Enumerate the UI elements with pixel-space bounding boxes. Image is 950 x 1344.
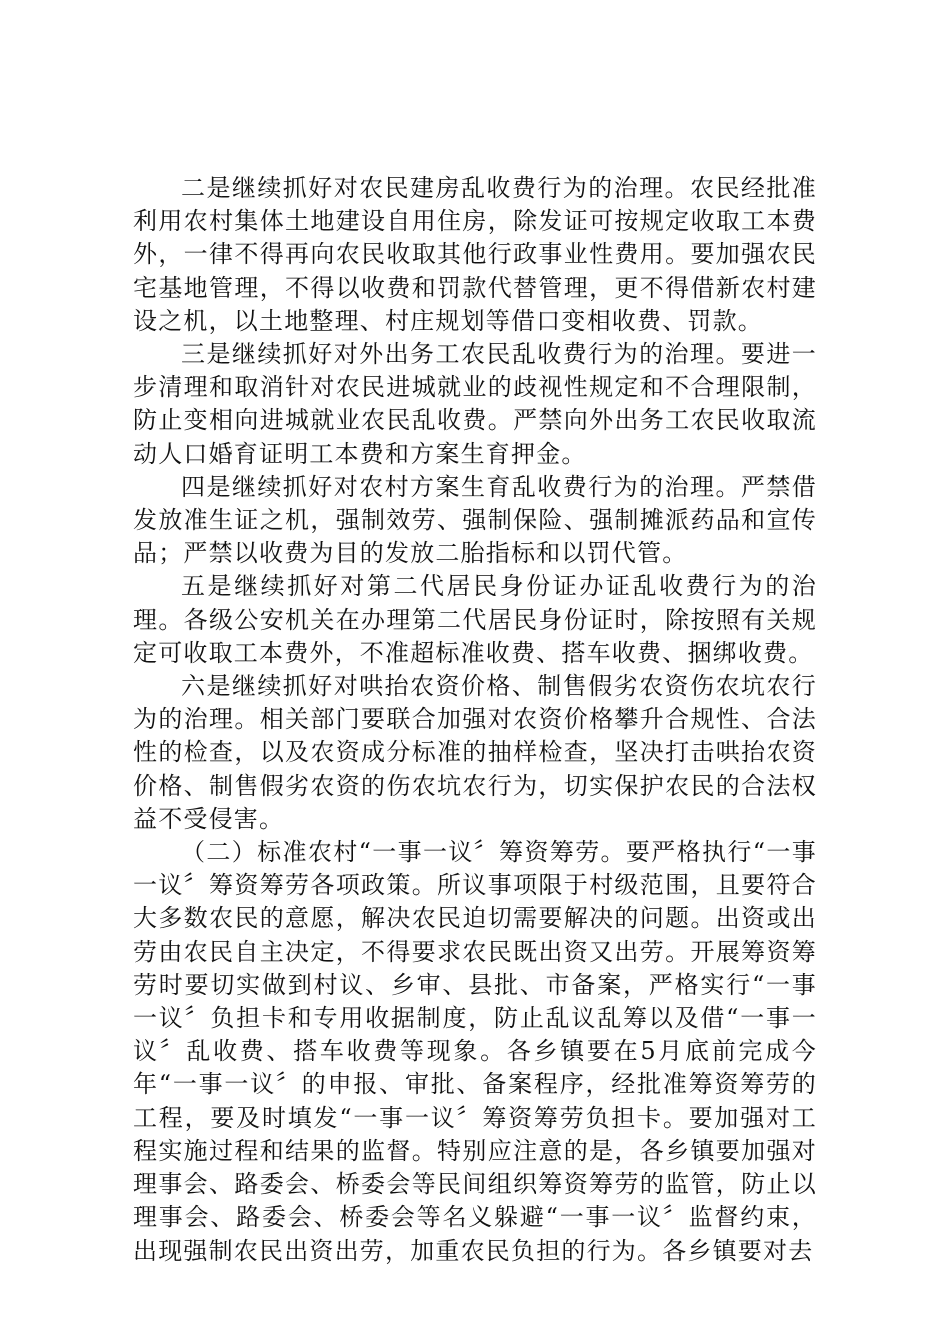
- paragraph-one-matter-one-discussion: （二）标准农村“一事一议〞筹资筹劳。要严格执行“一事一议〞筹资筹劳各项政策。所议事项限于村级范围，且要符合大多数农民的意愿，解决农民迫切需要解决的问题。出资或出劳由农民自主决定，不得要求农民既出资又出劳。开展筹资筹劳时要切实做到村议、乡审、县批、市备案，严格实行“一事一议〞负担卡和专用收据制度，防止乱议乱筹以及借“一事一议〞乱收费、搭车收费等现象。各乡镇要在5月底前完成今年“一事一议〞的申报、审批、备案程序，经批准筹资筹劳的工程，要及时填发“一事一议〞筹资筹劳负担卡。要加强对工程实施过程和结果的监督。特别应注意的是，各乡镇要加强对理事会、路委会、桥委会等民间组织筹资筹劳的监管，防止以理事会、路委会、桥委会等名义躲避“一事一议〞监督约束，出现强制农民出资出劳，加重农民负担的行为。各乡镇要对去: [133, 838, 817, 1265]
- paragraph-id-card-fees: 五是继续抓好对第二代居民身份证办证乱收费行为的治理。各级公安机关在办理第二代居民身份证时，除按照有关规定可收取工本费外，不准超标准收费、搭车收费、捆绑收费。: [133, 572, 817, 667]
- document-body: [133, 172, 817, 1268]
- paragraph-family-planning-fees: 四是继续抓好对农村方案生育乱收费行为的治理。严禁借发放准生证之机，强制效劳、强制保险、强制摊派药品和宣传品；严禁以收费为目的发放二胎指标和以罚代管。: [133, 472, 817, 568]
- paragraph-farmer-housing-fees: 二是继续抓好对农民建房乱收费行为的治理。农民经批准利用农村集体土地建设自用住房，除发证可按规定收取工本费外，一律不得再向农民收取其他行政事业性费用。要加强农民宅基地管理，不得以收费和罚款代替管理，更不得借新农村建设之机，以土地整理、村庄规划等借口变相收费、罚款。: [133, 174, 817, 335]
- paragraph-migrant-worker-fees: 三是继续抓好对外出务工农民乱收费行为的治理。要进一步清理和取消针对农民进城就业的歧视性规定和不合理限制，防止变相向进城就业农民乱收费。严禁向外出务工农民收取流动人口婚育证明工本费和方案生育押金。: [133, 340, 817, 468]
- paragraph-agricultural-materials: 六是继续抓好对哄抬农资价格、制售假劣农资伤农坑农行为的治理。相关部门要联合加强对农资价格攀升合规性、合法性的检查，以及农资成分标准的抽样检查，坚决打击哄抬农资价格、制售假劣农资的伤农坑农行为，切实保护农民的合法权益不受侵害。: [133, 672, 817, 833]
